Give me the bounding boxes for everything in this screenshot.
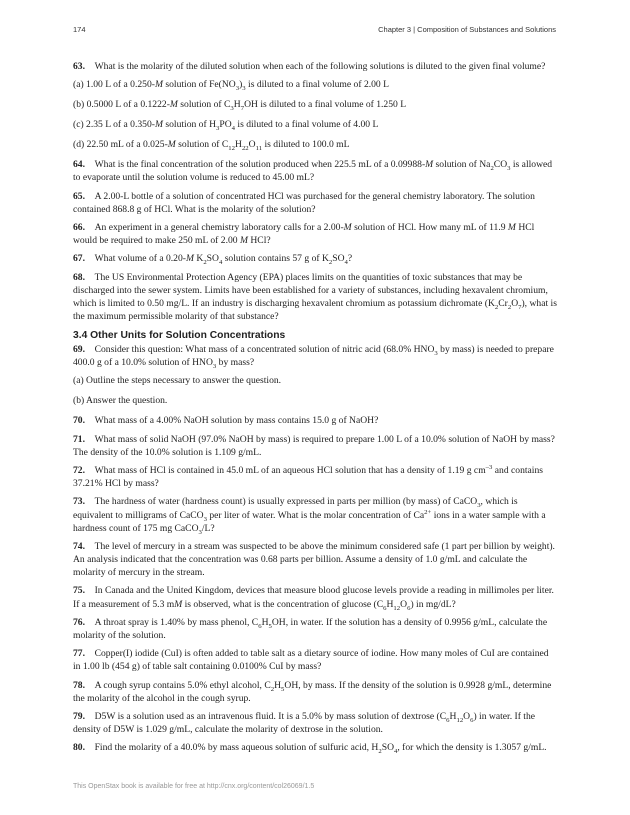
exercise-number: 68. bbox=[73, 271, 85, 283]
exercise-list bbox=[73, 60, 557, 760]
exercise-number: 70. bbox=[73, 415, 85, 427]
exercise-text: What mass of HCl is contained in 45.0 mL of an aqueous HCl solution that has a density of 1.19 g $cm^{-3}$ and contains 37.21% HCl by mass? bbox=[73, 463, 543, 490]
exercise-text: Consider this question: What mass of a concentrated solution of nitric acid (68.0% $HNO_3$ by mass) is needed to prepare 400.0 g of a 10.0% solution of $HNO_3$ by mass? bbox=[73, 344, 554, 371]
exercise-number: 64. bbox=[73, 159, 85, 171]
exercise-text: What mass of solid NaOH (97.0% NaOH by mass) is required to prepare 1.00 L of a 10.0% solution of NaOH by mass? The density of the 10.0% solution is 1.109 g/mL. bbox=[73, 433, 555, 458]
exercise-text: Copper(I) iodide (CuI) is often added to table salt as a dietary source of iodine. How many moles of CuI are contained in 1.00 lb (454 g) of table salt containing 0.0100% CuI by mass? bbox=[73, 648, 549, 673]
page-number: 174 bbox=[73, 25, 86, 34]
exercise-text: What mass of a 4.00% NaOH solution by mass contains 15.0 g of NaOH? bbox=[94, 415, 379, 427]
exercise-question bbox=[73, 710, 557, 736]
exercise-question bbox=[73, 414, 557, 427]
exercise-question bbox=[73, 60, 557, 73]
exercise-number: 63. bbox=[73, 61, 85, 72]
exercise-text: In Canada and the United Kingdom, devices that measure blood glucose levels provide a reading in millimoles per liter. If a measurement of 5.3 mM is observed, what is the concentration of glucose $(C_6H_{12}O_6)$ in mg/dL? bbox=[73, 585, 554, 612]
exercise-question bbox=[73, 464, 557, 490]
exercise-text: (d) 22.50 mL of a 0.025-M solution of $C_{12}H_{22}O_{11}$ is diluted to 100.0 mL bbox=[73, 139, 350, 153]
exercise-number: 69. bbox=[73, 344, 85, 356]
exercise-part bbox=[73, 374, 557, 387]
running-head: Chapter 3 | Composition of Substances and Solutions bbox=[378, 25, 556, 34]
exercise-question bbox=[73, 584, 557, 610]
exercise-question bbox=[73, 190, 557, 216]
exercise-number: 76. bbox=[73, 616, 85, 628]
exercise-question bbox=[73, 679, 557, 705]
exercise-text: The hardness of water (hardness count) is usually expressed in parts per million (by mass) of CaCO$_3$, which is equivalent to milligrams of CaCO$_3$ per liter of water. What is the molar concentration of $Ca^{2+}$ ions in a water sample with a hardness count of 175 mg CaCO$_3$/L? bbox=[73, 496, 546, 536]
exercise-question bbox=[73, 221, 557, 247]
exercise-number: 74. bbox=[73, 540, 85, 552]
exercise-number: 77. bbox=[73, 648, 85, 660]
footer-note: This OpenStax book is available for free at http://cnx.org/content/col26069/1.5 bbox=[73, 783, 315, 790]
exercise-part bbox=[73, 138, 557, 151]
exercise-number: 73. bbox=[73, 496, 85, 508]
exercise-question bbox=[73, 741, 557, 754]
exercise-text: D5W is a solution used as an intravenous fluid. It is a 5.0% by mass solution of dextrose $(C_6H_{12}O_6)$ in water. If the density of D5W is 1.029 g/mL, calculate the molarity of dextrose in the solution. bbox=[73, 710, 536, 735]
exercise-part bbox=[73, 78, 557, 91]
exercise-question bbox=[73, 433, 557, 459]
exercise-text: (a) 1.00 L of a 0.250-M solution of $Fe(NO_3)_3$ is diluted to a final volume of 2.00 L bbox=[73, 79, 389, 93]
section-title: 3.4 Other Units for Solution Concentrations bbox=[73, 330, 286, 341]
exercise-text: Find the molarity of a 40.0% by mass aqueous solution of sulfuric acid, $H_2SO_4$, for which the density is 1.3057 g/mL. bbox=[94, 742, 547, 756]
exercise-number: 80. bbox=[73, 742, 85, 754]
exercise-question bbox=[73, 616, 557, 642]
exercise-number: 65. bbox=[73, 190, 85, 202]
exercise-question bbox=[73, 495, 557, 534]
exercise-question bbox=[73, 158, 557, 184]
exercise-text: What is the final concentration of the solution produced when 225.5 mL of a 0.09988-M solution of $Na_2CO_3$ is allowed to evaporate until the solution volume is reduced to 45.00 mL? bbox=[73, 159, 553, 184]
exercise-part bbox=[73, 394, 557, 407]
exercise-number: 72. bbox=[73, 465, 85, 477]
exercise-number: 67. bbox=[73, 253, 85, 265]
exercise-number: 71. bbox=[73, 433, 85, 445]
exercise-text: A 2.00-L bottle of a solution of concentrated HCl was purchased for the general chemistry laboratory. The solution contained 868.8 g of HCl. What is the molarity of the solution? bbox=[73, 190, 535, 215]
exercise-number: 66. bbox=[73, 221, 85, 233]
exercise-number: 79. bbox=[73, 710, 85, 722]
exercise-text: A throat spray is 1.40% by mass phenol, $C_6H_5OH$, in water. If the solution has a density of 0.9956 g/mL, calculate the molarity of the solution. bbox=[73, 616, 548, 641]
exercise-number: 75. bbox=[73, 585, 85, 597]
exercise-number: 78. bbox=[73, 679, 85, 691]
exercise-text: (b) Answer the question. bbox=[73, 395, 168, 407]
exercise-text: An experiment in a general chemistry laboratory calls for a 2.00-M solution of HCl. How many mL of 11.9 M HCl would be required to make 250 mL of 2.00 M HCl? bbox=[73, 221, 535, 247]
exercise-text: The US Environmental Protection Agency (EPA) places limits on the quantities of toxic substances that may be discharged into the sewer system. Limits have been established for a variety of substances, including hexavalent chromium, which is limited to 0.50 mg/L. If an industry is discharging hexavalent chromium as potassium dichromate $(K_2Cr_2O_7)$, what is the maximum permissible molarity of that substance? bbox=[73, 271, 557, 322]
exercise-question bbox=[73, 252, 557, 265]
exercise-text: (c) 2.35 L of a 0.350-M solution of $H_3PO_4$ is diluted to a final volume of 4.00 L bbox=[73, 119, 379, 133]
exercise-text: The level of mercury in a stream was suspected to be above the minimum considered safe (1 part per billion by weight). An analysis indicated that the concentration was 0.68 parts per billion. Assume a density of 1.0 g/mL and calculate the molarity of mercury in the stream. bbox=[73, 540, 555, 579]
exercise-text: What is the molarity of the diluted solution when each of the following solutions is diluted to the given final volume? bbox=[94, 61, 546, 72]
exercise-part bbox=[73, 118, 557, 131]
exercise-group-other-units bbox=[73, 343, 557, 754]
exercise-question bbox=[73, 271, 557, 323]
exercise-question bbox=[73, 540, 557, 579]
exercise-question bbox=[73, 647, 557, 673]
exercise-text: What volume of a 0.20-M $K_2SO_4$ solution contains 57 g of $K_2SO_4$? bbox=[94, 253, 353, 267]
exercise-text: (b) 0.5000 L of a 0.1222-M solution of $C_3H_7OH$ is diluted to a final volume of 1.250 L bbox=[73, 99, 407, 113]
exercise-question bbox=[73, 343, 557, 369]
exercise-part bbox=[73, 98, 557, 111]
exercise-text: A cough syrup contains 5.0% ethyl alcohol, $C_2H_5OH$, by mass. If the density of the solution is 0.9928 g/mL, determine the molarity of the alcohol in the cough syrup. bbox=[73, 679, 552, 704]
exercise-text: (a) Outline the steps necessary to answer the question. bbox=[73, 375, 282, 387]
exercise-group-dilution bbox=[73, 60, 557, 323]
